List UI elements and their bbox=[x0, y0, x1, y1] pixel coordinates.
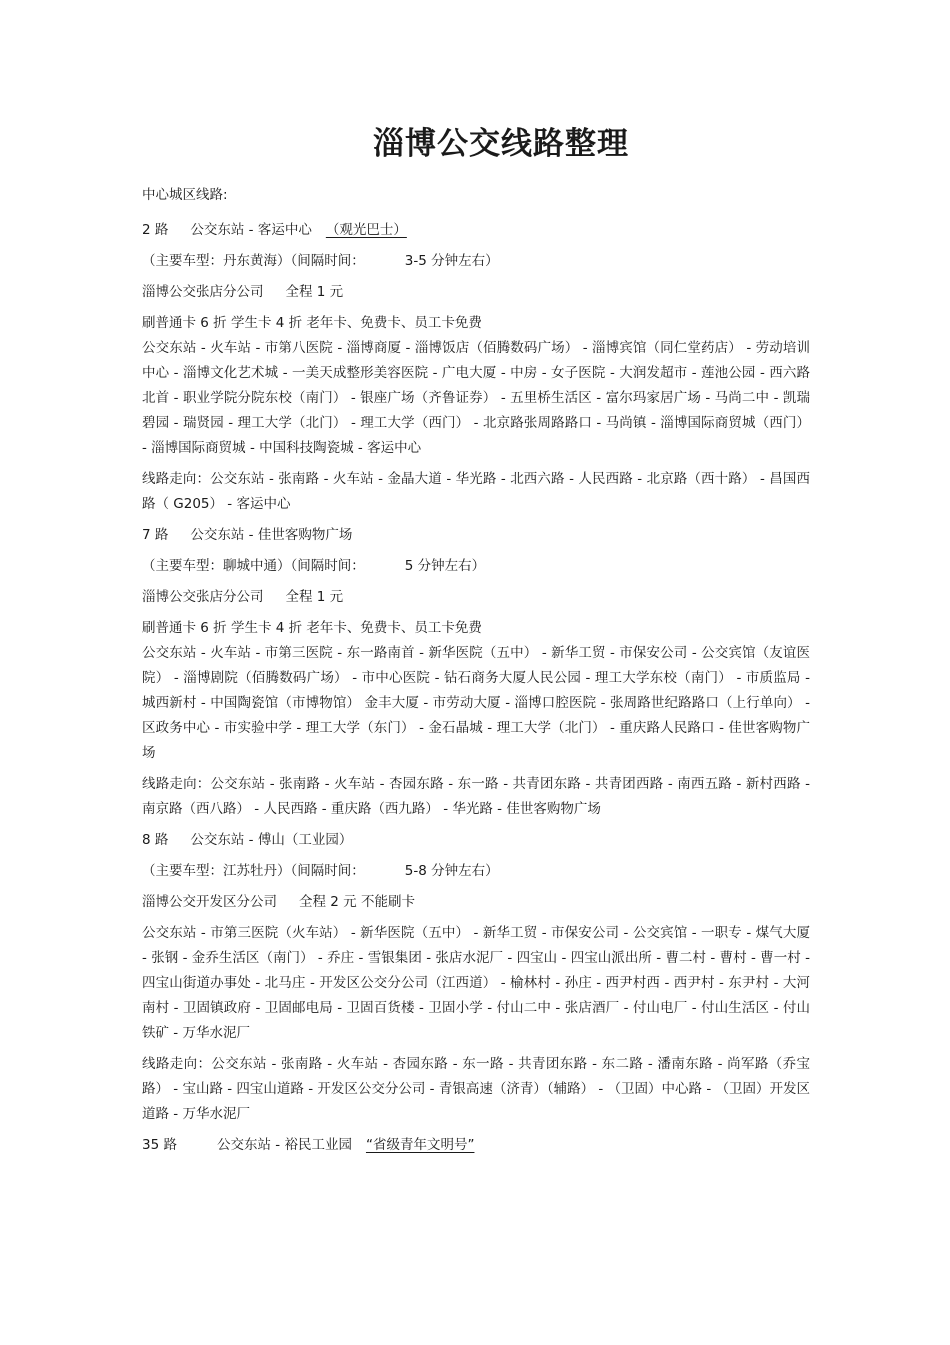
route-vehicle-interval bbox=[142, 859, 810, 884]
route-block bbox=[142, 1133, 810, 1158]
route-vehicle: （主要车型：聊城中通） bbox=[142, 558, 291, 574]
route-header bbox=[142, 828, 810, 853]
route-fare: 全程 1 元 bbox=[285, 284, 344, 300]
route-number: 35 路 bbox=[142, 1137, 177, 1153]
route-interval-label: （间隔时间： bbox=[290, 253, 365, 269]
route-direction: 线路走向：公交东站 - 张南路 - 火车站 - 金晶大道 - 华光路 - 北西六路 - 人民西路 - 北京路（西十路） - 昌国西路（ G205） - 客运中心 bbox=[142, 471, 810, 512]
route-company-fare bbox=[142, 890, 810, 915]
route-interval-value: 5 分钟左右） bbox=[404, 558, 486, 574]
route-interval-label: （间隔时间： bbox=[290, 863, 365, 879]
document-page bbox=[142, 118, 810, 1158]
route-direction: 线路走向：公交东站 - 张南路 - 火车站 - 杏园东路 - 东一路 - 共青团东路 - 东二路 - 潘南东路 - 尚军路（乔宝路） - 宝山路 - 四宝山道路 - 开发区公交分公司 - 青银高速（济青）（辅路） - （卫固）中心路 - （卫固）开发区道路 - 万华水泥厂 bbox=[142, 1056, 810, 1122]
document-title: 淄博公交线路整理 bbox=[373, 126, 629, 162]
route-fare: 全程 1 元 bbox=[285, 589, 344, 605]
route-number: 7 路 bbox=[142, 527, 169, 543]
route-interval-label: （间隔时间： bbox=[290, 558, 365, 574]
route-vehicle-interval bbox=[142, 249, 810, 274]
route-header bbox=[142, 218, 810, 243]
route-endpoints: 公交东站 - 佳世客购物广场 bbox=[190, 527, 353, 543]
route-number: 8 路 bbox=[142, 832, 169, 848]
route-endpoints: 公交东站 - 傅山（工业园） bbox=[190, 832, 353, 848]
route-vehicle: （主要车型：江苏牡丹） bbox=[142, 863, 291, 879]
route-company: 淄博公交张店分公司 bbox=[142, 589, 264, 605]
route-interval-value: 3-5 分钟左右） bbox=[404, 253, 499, 269]
route-cards: 刷普通卡 6 折 学生卡 4 折 老年卡、免费卡、员工卡免费 bbox=[142, 315, 482, 331]
route-note: （观光巴士） bbox=[325, 222, 407, 238]
route-company-fare bbox=[142, 585, 810, 610]
route-stops: 公交东站 - 市第三医院（火车站） - 新华医院（五中） - 新华工贸 - 市保安公司 - 公交宾馆 - 一职专 - 煤气大厦 - 张钢 - 金乔生活区（南门） - 乔庄 - 雪银集团 - 张店水泥厂 - 四宝山 - 四宝山派出所 - 曹二村 - 曹村 - 曹一村 - 四宝山街道办事处 - 北马庄 - 开发区公交分公司（江西道） - 榆林村 - 孙庄 - 西尹村西 - 西尹村 - 东尹村 - 大河南村 - 卫固镇政府 - 卫固邮电局 - 卫固百货楼 - 卫固小学 - 付山二中 - 张店酒厂 - 付山电厂 - 付山生活区 - 付山铁矿 - 万华水泥厂 bbox=[142, 925, 810, 1041]
route-block bbox=[142, 218, 810, 517]
route-header bbox=[142, 1133, 810, 1158]
route-direction: 线路走向：公交东站 - 张南路 - 火车站 - 杏园东路 - 东一路 - 共青团东路 - 共青团西路 - 南西五路 - 新村西路 - 南京路（西八路） - 人民西路 - 重庆路（西九路） - 华光路 - 佳世客购物广场 bbox=[142, 776, 810, 817]
route-block bbox=[142, 523, 810, 822]
route-stops: 公交东站 - 火车站 - 市第三医院 - 东一路南首 - 新华医院（五中） - 新华工贸 - 市保安公司 - 公交宾馆（友谊医院） - 淄博剧院（佰腾数码广场） - 市中心医院 - 钻石商务大厦人民公园 - 理工大学东校（南门） - 市质监局 - 城西新村 - 中国陶瓷馆（市博物馆） 金丰大厦 - 市劳动大厦 - 淄博口腔医院 - 张周路世纪路路口（上行单向） - 区政务中心 - 市实验中学 - 理工大学（东门） - 金石晶城 - 理工大学（北门） - 重庆路人民路口 - 佳世客购物广场 bbox=[142, 645, 810, 761]
route-company-fare bbox=[142, 280, 810, 305]
route-fare: 全程 2 元 不能刷卡 bbox=[299, 894, 415, 910]
route-interval-value: 5-8 分钟左右） bbox=[404, 863, 499, 879]
route-company: 淄博公交开发区分公司 bbox=[142, 894, 277, 910]
route-cards: 刷普通卡 6 折 学生卡 4 折 老年卡、免费卡、员工卡免费 bbox=[142, 620, 482, 636]
route-note: “省级青年文明号” bbox=[365, 1137, 475, 1153]
route-vehicle: （主要车型：丹东黄海） bbox=[142, 253, 291, 269]
section-heading: 中心城区线路: bbox=[142, 187, 228, 203]
route-stops: 公交东站 - 火车站 - 市第八医院 - 淄博商厦 - 淄博饭店（佰腾数码广场） - 淄博宾馆（同仁堂药店） - 劳动培训中心 - 淄博文化艺术城 - 一美天成整形美容医院 - 广电大厦 - 中房 - 女子医院 - 大润发超市 - 莲池公园 - 西六路北首 - 职业学院分院东校（南门） - 银座广场（齐鲁证券） - 五里桥生活区 - 富尔玛家居广场 - 马尚二中 - 凯瑞碧园 - 瑞贤园 - 理工大学（北门） - 理工大学（西门） - 北京路张周路路口 - 马尚镇 - 淄博国际商贸城（西门） - 淄博国际商贸城 - 中国科技陶瓷城 - 客运中心 bbox=[142, 340, 810, 456]
route-header bbox=[142, 523, 810, 548]
route-endpoints: 公交东站 - 裕民工业园 bbox=[216, 1137, 352, 1153]
route-block bbox=[142, 828, 810, 1127]
route-number: 2 路 bbox=[142, 222, 169, 238]
route-endpoints: 公交东站 - 客运中心 bbox=[190, 222, 312, 238]
route-company: 淄博公交张店分公司 bbox=[142, 284, 264, 300]
route-vehicle-interval bbox=[142, 554, 810, 579]
